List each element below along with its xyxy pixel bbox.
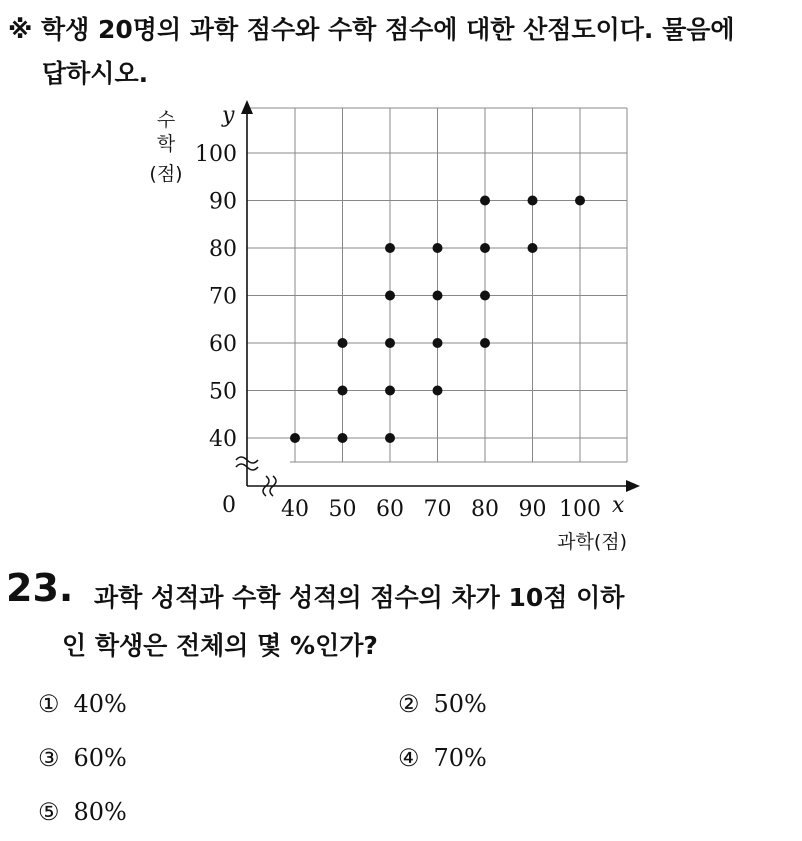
grid-lines	[247, 108, 627, 462]
option-3-text: 60%	[73, 744, 127, 772]
question-line-1: 과학 성적과 수학 성적의 점수의 차가 10점 이하	[94, 583, 625, 612]
question-number: 23.	[6, 566, 74, 610]
x-tick-label: 40	[281, 497, 309, 522]
y-axis-label: 수 학 (점)	[149, 109, 183, 185]
option-4-marker: ④	[398, 744, 420, 772]
data-point	[385, 433, 395, 443]
question-text	[62, 574, 794, 670]
x-axis-label: 과학(점)	[557, 531, 627, 553]
data-point	[338, 386, 348, 396]
x-axis-symbol: x	[612, 493, 625, 518]
x-axis-arrow	[626, 480, 640, 492]
x-tick-label: 80	[471, 497, 499, 522]
data-point	[433, 338, 443, 348]
y-tick-label: 90	[209, 189, 237, 215]
data-point	[385, 243, 395, 253]
option-1-text: 40%	[73, 690, 127, 718]
option-5-marker: ⑤	[38, 798, 60, 826]
x-tick-label: 70	[423, 497, 452, 522]
data-point	[480, 338, 490, 348]
y-axis-symbol: y	[222, 103, 235, 128]
data-point	[575, 196, 585, 206]
y-tick-label: 50	[209, 379, 237, 405]
data-point	[385, 291, 395, 301]
tick-labels	[195, 142, 601, 522]
x-tick-label: 50	[328, 497, 357, 522]
option-2-text: 50%	[433, 690, 487, 718]
data-point	[480, 196, 490, 206]
y-tick-label: 40	[209, 427, 237, 452]
data-point	[385, 386, 395, 396]
intro-line-2: 답하시오.	[42, 59, 149, 88]
option-5[interactable]	[38, 798, 127, 826]
x-tick-label: 90	[518, 497, 547, 522]
data-point	[433, 291, 443, 301]
data-point	[290, 433, 300, 443]
x-tick-label: 60	[376, 497, 404, 522]
option-3-marker: ③	[38, 744, 60, 772]
data-point	[433, 386, 443, 396]
data-point	[528, 196, 538, 206]
y-axis-arrow	[241, 100, 253, 114]
option-1-marker: ①	[38, 690, 60, 718]
option-4[interactable]	[398, 744, 487, 772]
data-point	[433, 243, 443, 253]
option-3[interactable]	[38, 744, 127, 772]
question-line-2: 인 학생은 전체의 몇 %인가?	[62, 631, 378, 660]
option-1[interactable]	[38, 690, 127, 718]
y-tick-label: 80	[209, 237, 237, 262]
intro-line-1: ※ 학생 20명의 과학 점수와 수학 점수에 대한 산점도이다. 물음에	[8, 15, 735, 44]
data-point	[338, 433, 348, 443]
data-point	[480, 291, 490, 301]
option-2[interactable]	[398, 690, 487, 718]
data-point	[385, 338, 395, 348]
data-point	[528, 243, 538, 253]
y-tick-label: 100	[195, 142, 237, 167]
option-4-text: 70%	[433, 744, 487, 772]
origin-label: 0	[222, 493, 236, 518]
y-tick-label: 60	[209, 332, 237, 357]
x-tick-label: 100	[559, 497, 601, 522]
data-point	[338, 338, 348, 348]
data-point	[480, 243, 490, 253]
option-2-marker: ②	[398, 690, 420, 718]
y-tick-label: 70	[209, 284, 237, 310]
option-5-text: 80%	[73, 798, 127, 826]
